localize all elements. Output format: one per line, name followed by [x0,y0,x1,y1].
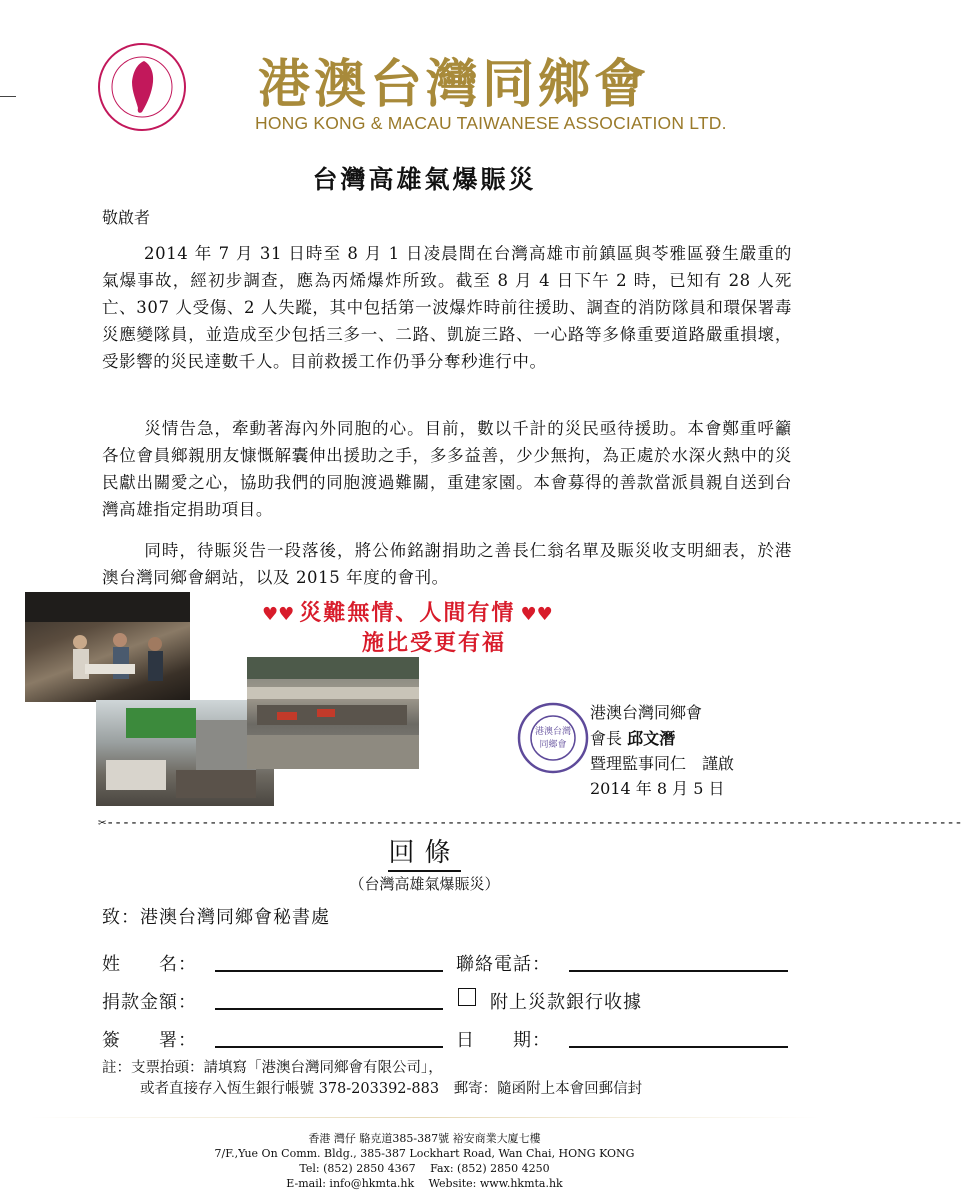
slogan-row [262,596,553,627]
signature-board: 暨理監事同仁 謹啟 [590,754,735,773]
footer-divider [30,1117,820,1118]
hearts-icon: ♥♥ [520,604,553,625]
svg-text:港澳台灣: 港澳台灣 [534,727,572,737]
receipt-checkbox[interactable] [458,988,476,1006]
date-label: 日 期： [456,1030,551,1051]
footer-email-web: E-mail: info@hkmta.hk Website: www.hkmta.hk [286,1177,563,1190]
hearts-icon: ♥♥ [262,604,295,625]
scissors-icon: ✂ [98,815,106,831]
phone-label: 聯絡電話： [456,954,551,975]
signature-org: 港澳台灣同鄉會 [590,703,703,722]
signature-field[interactable] [215,1046,443,1048]
reply-recipient: 致：港澳台灣同鄉會秘書處 [102,907,330,928]
salutation: 敬啟者 [102,208,151,227]
footer-address-en: 7/F.,Yue On Comm. Bldg., 385-387 Lockhart Road, Wan Chai, HONG KONG [214,1147,635,1160]
rescue-photo [25,592,190,702]
signature-label: 簽 署： [102,1030,197,1051]
amount-field[interactable] [215,1008,443,1010]
reply-subtitle: （台灣高雄氣爆賑災） [349,875,500,893]
letter-title: 台灣高雄氣爆賑災 [312,165,537,194]
reply-title: 回條 [0,832,849,869]
name-label: 姓 名： [102,954,197,975]
cut-line: ✂------------------------------------------------------------------------------------------------------------ [98,815,962,831]
slogan-2: 施比受更有福 [362,630,507,656]
amount-label: 捐款金額： [102,992,197,1013]
org-name-chinese: 港澳台灣同鄉會 [258,54,651,115]
note-line-1: 註：支票抬頭：請填寫「港澳台灣同鄉會有限公司」， [102,1060,443,1076]
receipt-label: 附上災款銀行收據 [490,992,642,1013]
paragraph-2: 災情告急，牽動著海內外同胞的心。目前，數以千計的災民亟待援助。本會鄭重呼籲各位會員鄉親朋友慷慨解囊伸出援助之手，多多益善，少少無拘，為正處於水深火熱中的災民獻出關愛之心，協助我們的同胞渡過難關，重建家園。本會募得的善款當派員親自送到台灣高雄指定捐助項目。 [102,419,792,519]
paragraph-3: 同時，待賑災告一段落後，將公佈銘謝捐助之善長仁翁名單及賑災收支明細表，於港澳台灣同鄉會網站，以及 2015 年度的會刊。 [102,541,792,587]
name-field[interactable] [215,970,443,972]
paragraph-1: 2014 年 7 月 31 日時至 8 月 1 日凌晨間在台灣高雄市前鎮區與苓雅區發生嚴重的氣爆事故，經初步調查，應為丙烯爆炸所致。截至 8 月 4 日下午 2 時，已知有 28 人死亡、307 人受傷、2 人失蹤，其中包括第一波爆炸時前往援助、調查的消防隊員和環保署毒災應變隊員，並造成至少包括三多一、二路、凱旋三路、一心路等多條重要道路嚴重損壞，受影響的災民達數千人。目前救援工作仍爭分奪秒進行中。 [102,244,792,371]
association-seal-logo [92,42,192,132]
svg-text:同鄉會: 同鄉會 [539,740,567,750]
signature-date: 2014 年 8 月 5 日 [590,779,725,798]
margin-mark [0,96,16,97]
note-line-2: 或者直接存入恆生銀行帳號 378-203392-883 郵寄：隨函附上本會回郵信封 [140,1081,643,1097]
signature-president: 會長 邱文潛 [590,729,676,748]
footer-tel-fax: Tel: (852) 2850 4367 Fax: (852) 2850 4250 [299,1162,550,1175]
phone-field[interactable] [569,970,788,972]
association-stamp [517,702,589,774]
org-name-english: HONG KONG & MACAU TAIWANESE ASSOCIATION LTD. [255,113,727,133]
slogan-1: 災難無情、人間有情 [299,600,516,626]
footer-address-cn: 香港 灣仔 駱克道385-387號 裕安商業大廈七樓 [308,1132,541,1145]
aerial-explosion-photo [247,657,419,769]
date-field[interactable] [569,1046,788,1048]
